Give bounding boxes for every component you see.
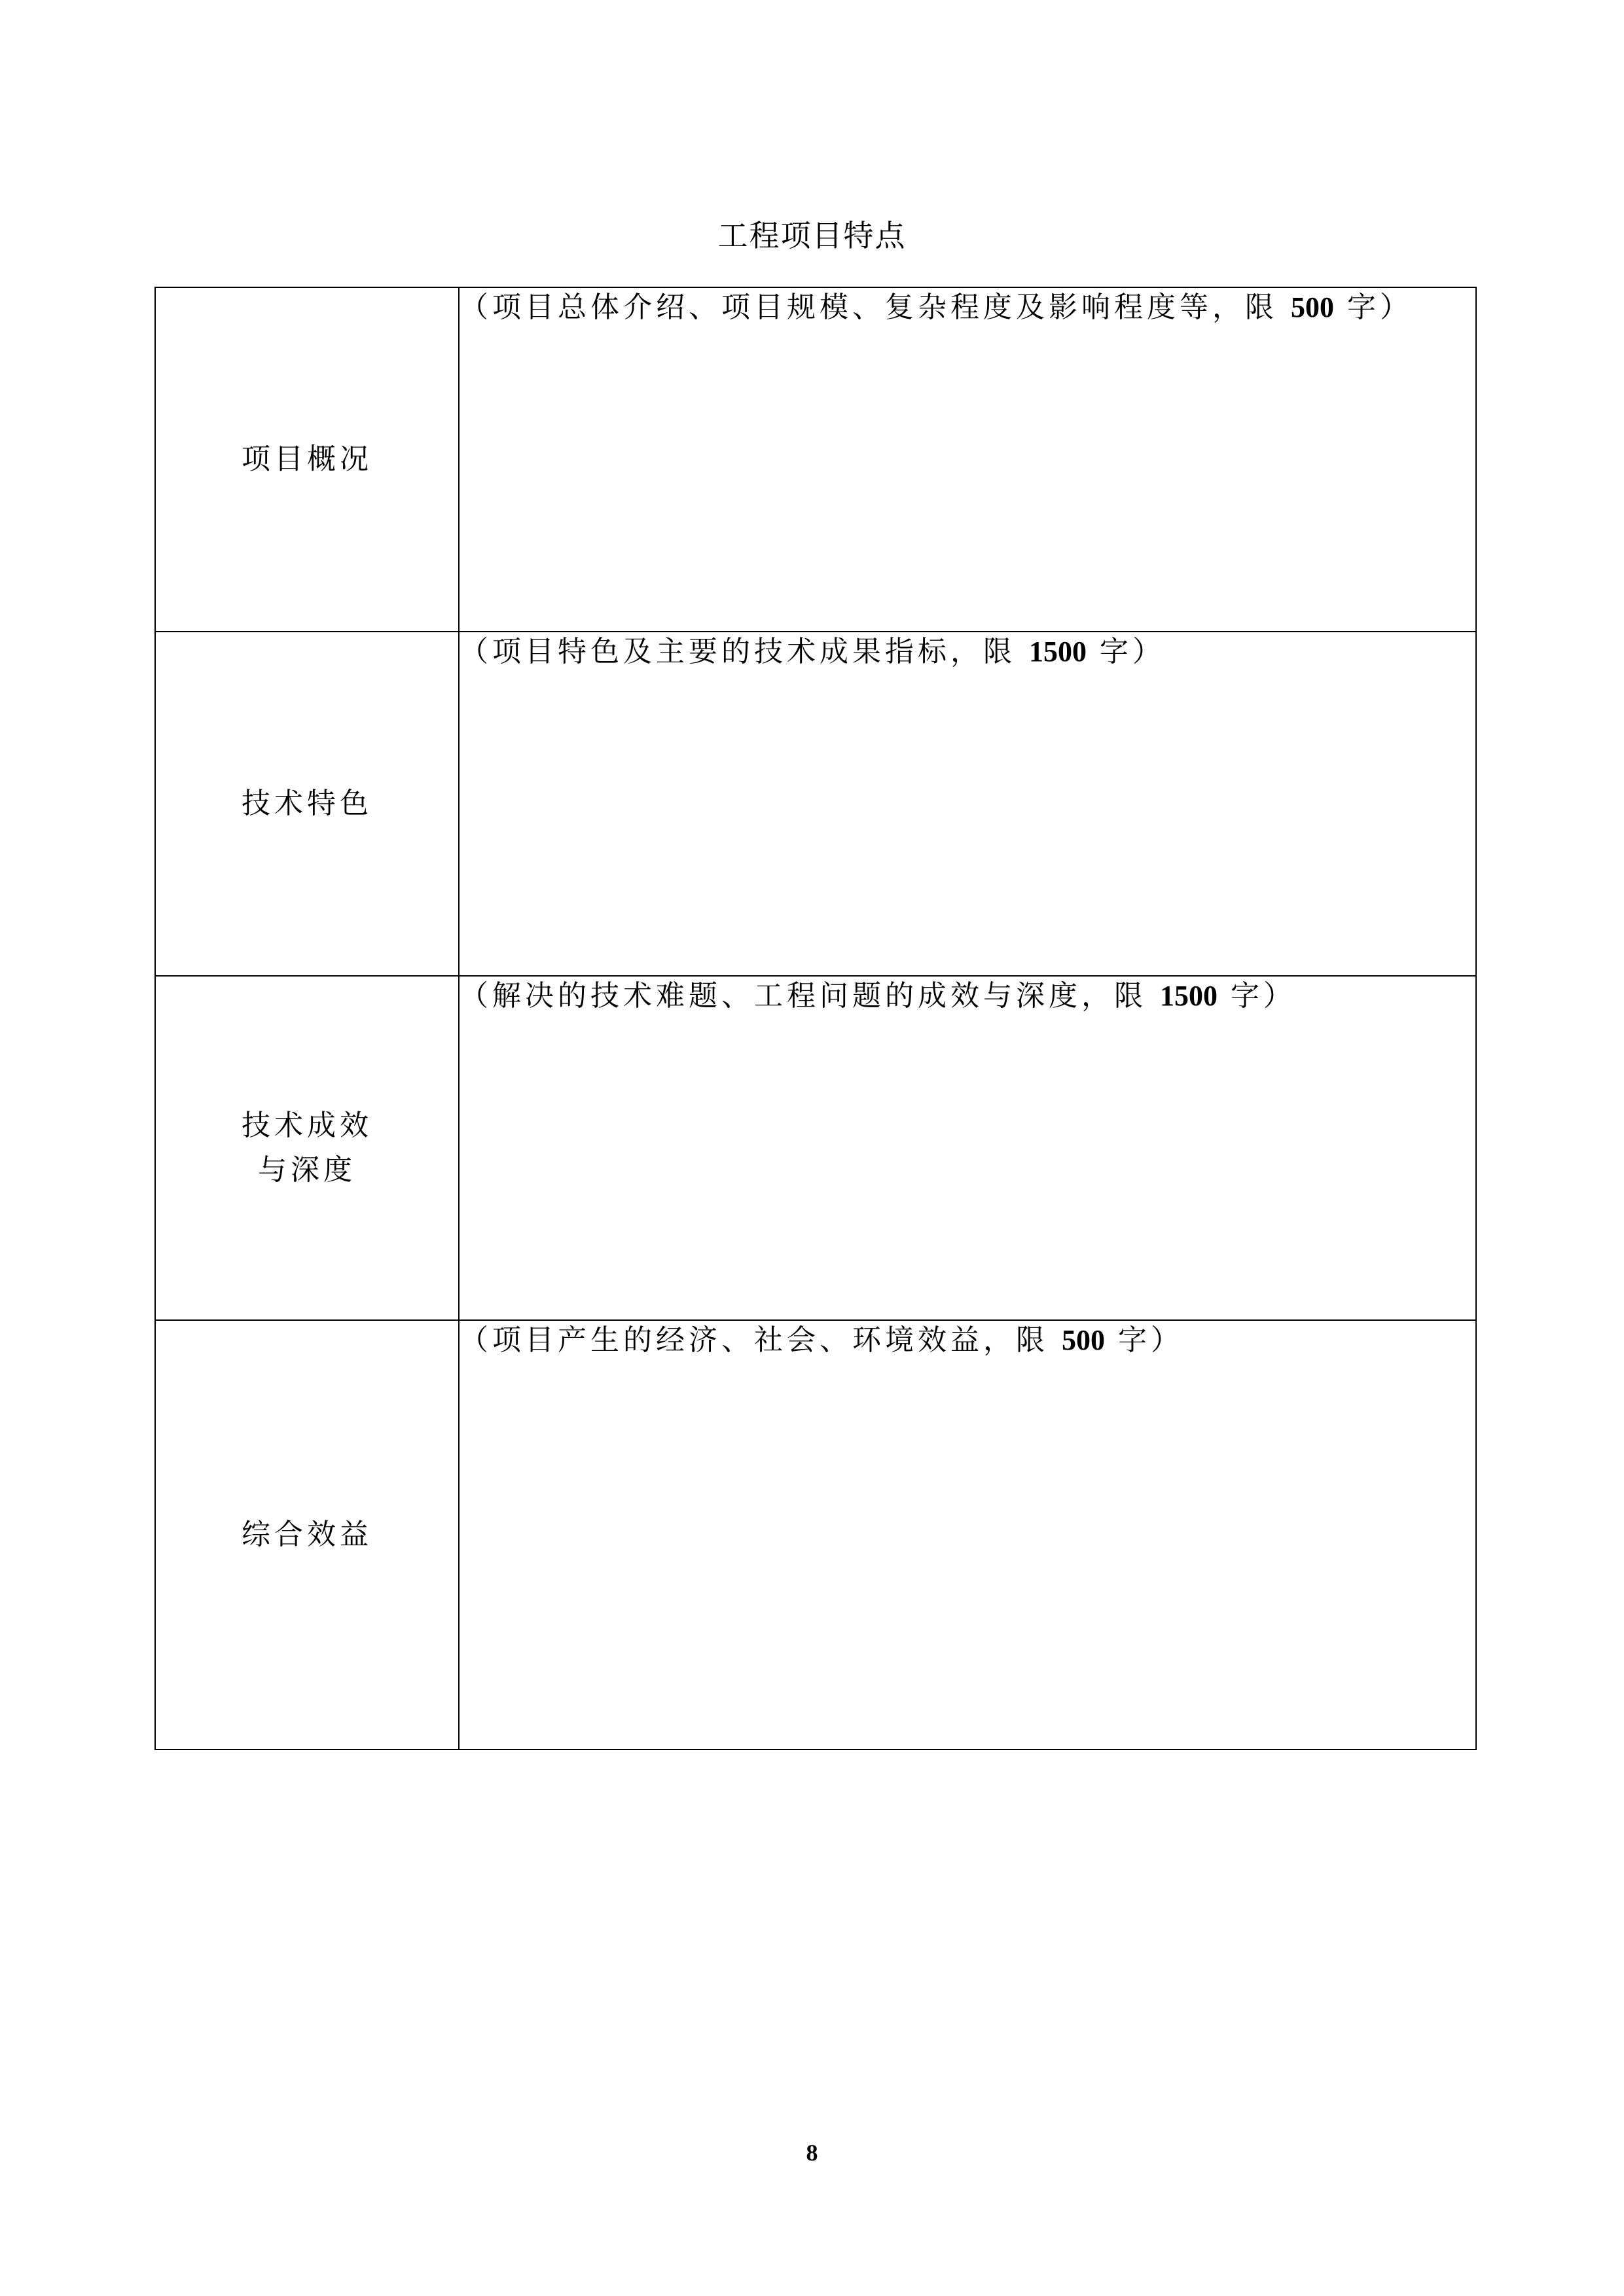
hint-text-end: 字） — [1105, 1323, 1183, 1357]
table-row-benefits — [155, 1320, 1476, 1749]
hint-text: （项目产生的经济、社会、环境效益，限 — [460, 1323, 1062, 1357]
hint-text: （项目总体介绍、项目规模、复杂程度及影响程度等，限 — [460, 291, 1291, 324]
row-label-tech-results — [155, 976, 459, 1320]
hint-text-end: 字） — [1087, 635, 1165, 668]
word-limit: 1500 — [1029, 636, 1087, 668]
tech-features-content-cell[interactable] — [459, 632, 1476, 976]
page-number: 8 — [806, 2140, 818, 2166]
table-row-tech-results — [155, 976, 1476, 1320]
tech-results-content-cell[interactable] — [459, 976, 1476, 1320]
hint-text-end: 字） — [1333, 291, 1413, 324]
hint-text: （项目特色及主要的技术成果指标，限 — [460, 635, 1029, 668]
row-label-tech-features — [155, 632, 459, 976]
overview-content-cell[interactable] — [459, 287, 1476, 632]
word-limit: 500 — [1290, 291, 1334, 323]
table-row-tech-features — [155, 632, 1476, 976]
benefits-content-cell[interactable] — [459, 1320, 1476, 1749]
word-limit: 500 — [1062, 1324, 1105, 1356]
table-row-overview — [155, 287, 1476, 632]
page-title: 工程项目特点 — [717, 218, 907, 253]
row-label-line: 项目概况 — [242, 442, 372, 476]
row-label-overview — [155, 287, 459, 632]
project-features-table — [154, 287, 1477, 1750]
word-limit: 1500 — [1159, 980, 1218, 1012]
row-label-line: 与深度 — [258, 1153, 356, 1187]
row-label-line: 技术成效 — [242, 1109, 372, 1142]
row-label-line: 综合效益 — [242, 1518, 372, 1551]
row-label-benefits — [155, 1320, 459, 1749]
hint-text: （解决的技术难题、工程问题的成效与深度，限 — [460, 979, 1160, 1013]
hint-text-end: 字） — [1217, 979, 1296, 1013]
row-label-line: 技术特色 — [242, 787, 372, 820]
